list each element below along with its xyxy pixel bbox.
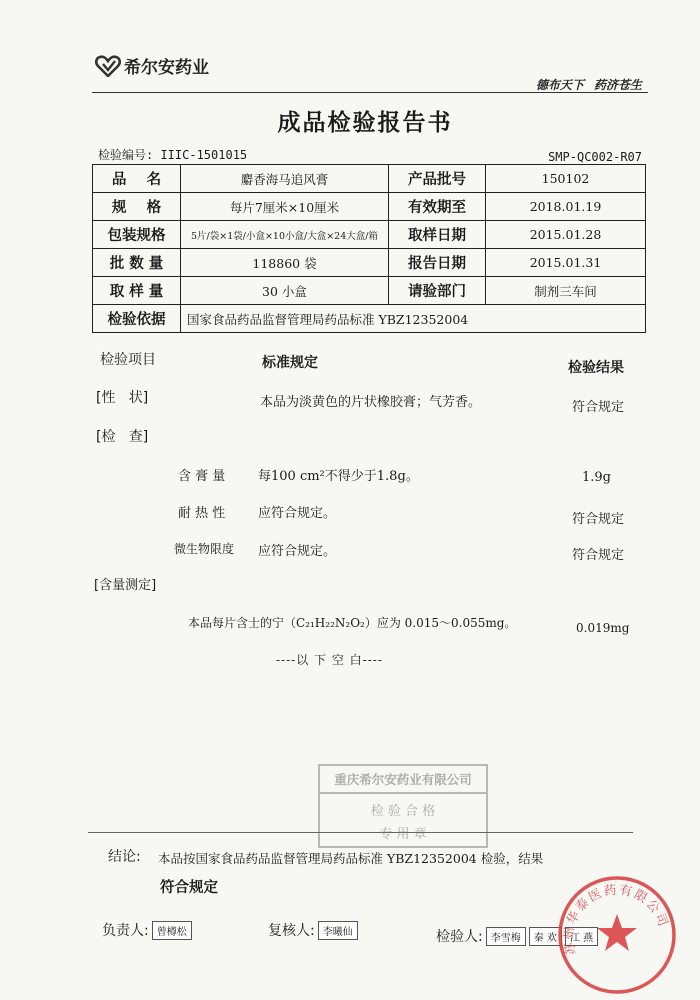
column-header-item: 检验项目	[100, 352, 156, 368]
page-title: 成品检验报告书	[277, 110, 453, 136]
requesting-dept-label: 请验部门	[389, 277, 486, 305]
sampling-date-label: 取样日期	[389, 221, 486, 249]
basis-value: 国家食品药品监督管理局药品标准 YBZ12352004	[181, 305, 646, 333]
reviewer-label: 复核人:	[268, 923, 315, 939]
check-standard-heat: 应符合规定。	[258, 506, 337, 521]
company-logo	[95, 53, 209, 78]
inspector-label: 检验人:	[436, 929, 483, 945]
table-row	[93, 193, 646, 221]
signature-reviewer	[268, 920, 358, 940]
conclusion-text: 本品按国家食品药品监督管理局药品标准 YBZ12352004 检验，结果	[158, 851, 544, 866]
report-date-label: 报告日期	[389, 249, 486, 277]
conclusion-verdict: 符合规定	[160, 880, 218, 896]
table-row	[93, 249, 646, 277]
table-row	[93, 305, 646, 333]
company-logo-text: 希尔安药业	[124, 58, 209, 78]
slogan: 德布天下 药济苍生	[535, 78, 642, 92]
expiry-label: 有效期至	[389, 193, 486, 221]
stamp-special: 专 用 章	[379, 827, 427, 842]
check-result-content: 1.9g	[582, 470, 611, 485]
responsible-label: 负责人:	[102, 923, 149, 939]
table-row	[93, 221, 646, 249]
signature-responsible	[102, 920, 192, 940]
product-info-table	[92, 164, 646, 333]
column-header-standard: 标准规定	[262, 355, 318, 371]
expiry-value: 2018.01.19	[486, 193, 646, 221]
check-standard-content: 每100 cm²不得少于1.8g。	[258, 469, 419, 484]
check-label: [检 查]	[96, 429, 149, 445]
star-icon	[597, 914, 637, 951]
table-row	[93, 277, 646, 305]
sampling-date-value: 2015.01.28	[486, 221, 646, 249]
package-label: 包装规格	[93, 221, 181, 249]
stamp-pass: 检 验 合 格	[370, 804, 436, 819]
batch-qty-label: 批 数 量	[93, 249, 181, 277]
qc-stamp	[318, 764, 488, 848]
table-row	[93, 165, 646, 193]
assay-result: 0.019mg	[576, 621, 630, 635]
package-value: 5片/袋×1袋/小盒×10小盒/大盒×24大盒/箱	[181, 221, 389, 249]
inspector-signature: 李雪梅	[486, 927, 526, 946]
check-item-content: 含 膏 量	[178, 469, 226, 484]
conclusion-label: 结论:	[108, 849, 141, 865]
heart-logo-icon	[95, 55, 121, 77]
check-result-heat: 符合规定	[572, 512, 625, 527]
appearance-label: [性 状]	[96, 390, 149, 406]
sample-qty-label: 取 样 量	[93, 277, 181, 305]
check-item-heat: 耐 热 性	[178, 506, 226, 521]
inspector-signature: 秦 欢	[529, 927, 562, 946]
appearance-standard: 本品为淡黄色的片状橡胶膏；气芳香。	[260, 395, 482, 410]
requesting-dept-value: 制剂三车间	[486, 277, 646, 305]
blank-note: ----以 下 空 白----	[276, 653, 383, 667]
document-number: SMP-QC002-R07	[548, 150, 642, 164]
basis-label: 检验依据	[93, 305, 181, 333]
sample-qty-value: 30 小盒	[181, 277, 389, 305]
header-divider	[92, 92, 648, 93]
product-name-label: 品 名	[93, 165, 181, 193]
assay-standard: 本品每片含士的宁（C₂₁H₂₂N₂O₂）应为 0.015～0.055mg。	[188, 616, 517, 630]
red-company-seal	[554, 872, 680, 998]
responsible-signature: 曾樽松	[152, 921, 192, 940]
check-item-microbe: 微生物限度	[174, 542, 235, 556]
seal-text: 苏州华泰医药有限公司	[560, 881, 672, 957]
check-standard-microbe: 应符合规定。	[258, 544, 337, 559]
check-result-microbe: 符合规定	[572, 548, 625, 563]
assay-label: [含量测定]	[94, 578, 157, 593]
inspection-number: 检验编号: IIIC-1501015	[98, 148, 248, 162]
spec-value: 每片7厘米×10厘米	[181, 193, 389, 221]
batch-no-value: 150102	[486, 165, 646, 193]
reviewer-signature: 李曦仙	[318, 921, 358, 940]
batch-qty-value: 118860 袋	[181, 249, 389, 277]
product-name-value: 麝香海马追风膏	[181, 165, 389, 193]
conclusion-divider	[88, 832, 633, 833]
inspector-signature: 江 燕	[565, 927, 598, 946]
appearance-result: 符合规定	[572, 400, 625, 415]
spec-label: 规 格	[93, 193, 181, 221]
batch-no-label: 产品批号	[389, 165, 486, 193]
stamp-company: 重庆希尔安药业有限公司	[320, 766, 486, 794]
report-date-value: 2015.01.31	[486, 249, 646, 277]
column-header-result: 检验结果	[568, 360, 624, 376]
